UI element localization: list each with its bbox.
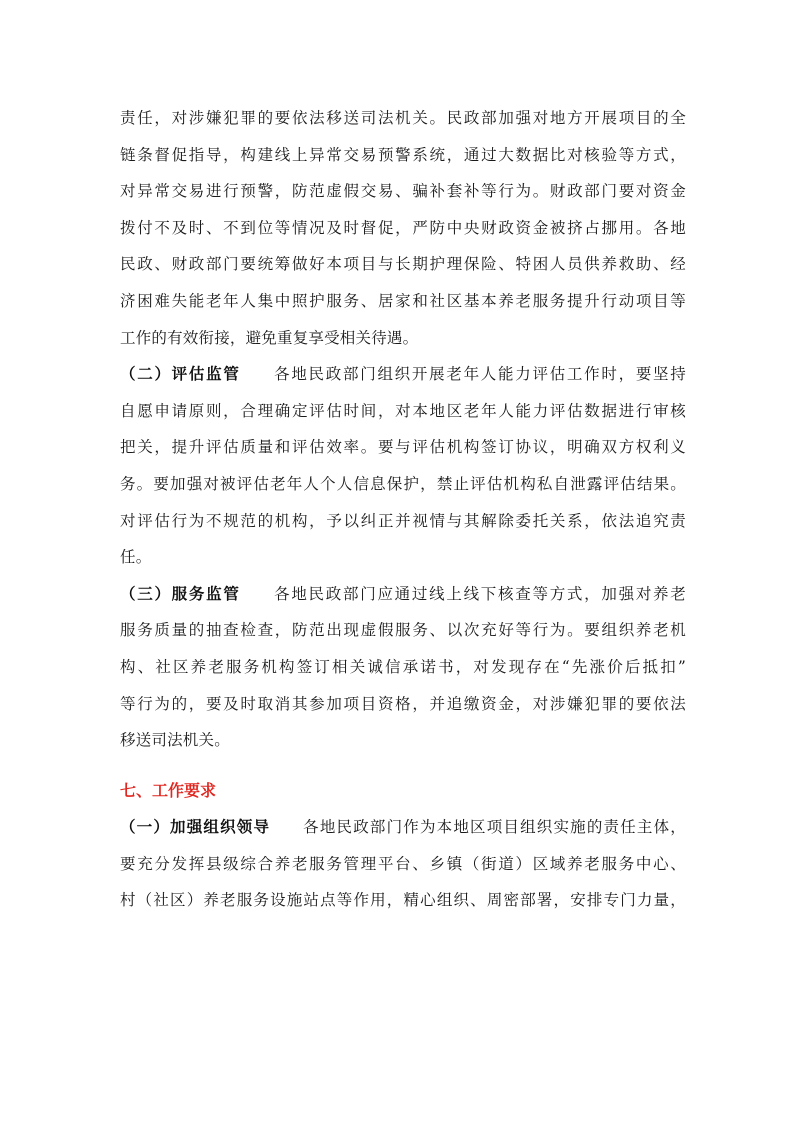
text-line: 移送司法机关。: [120, 731, 230, 750]
text-line: 济困难失能老年人集中照护服务、居家和社区基本养老服务提升行动项目等: [120, 291, 686, 310]
text-line: 村（社区）养老服务设施站点等作用，精心组织、周密部署，安排专门力量，: [120, 891, 686, 910]
text-line: 责任，对涉嫌犯罪的要依法移送司法机关。民政部加强对地方开展项目的全: [120, 109, 686, 127]
text-line: 务。要加强对被评估老年人个人信息保护，禁止评估机构私自泄露评估结果。: [120, 474, 686, 493]
service-supervision-paragraph: [120, 576, 686, 759]
text-line-start: 各地民政部门组织开展老年人能力评估工作时，要坚持: [272, 365, 686, 384]
text-line: 链条督促指导，构建线上异常交易预警系统，通过大数据比对核验等方式，: [120, 145, 686, 164]
organization-leadership-heading: （一）加强组织领导: [120, 817, 271, 837]
assessment-supervision-heading: （二）评估监管: [120, 364, 241, 384]
organization-leadership-paragraph: [120, 809, 686, 919]
document-body: [120, 100, 686, 919]
text-line: [120, 809, 686, 846]
text-line: 拨付不及时、不到位等情况及时督促，严防中央财政资金被挤占挪用。各地: [120, 218, 686, 237]
text-line-start: 各地民政部门应通过线上线下核查等方式，加强对养老: [272, 584, 686, 603]
text-line: 要充分发挥县级综合养老服务管理平台、乡镇（街道）区域养老服务中心、: [120, 854, 686, 873]
text-line: 对异常交易进行预警，防范虚假交易、骗补套补等行为。财政部门要对资金: [120, 182, 686, 201]
text-line: 对评估行为不规范的机构，予以纠正并视情与其解除委托关系，依法追究责: [120, 511, 686, 530]
text-line: 服务质量的抽查检查，防范出现虚假服务、以次充好等行为。要组织养老机: [120, 621, 686, 640]
text-line: [120, 576, 686, 613]
text-line: 任。: [120, 548, 152, 567]
text-line: 构、社区养老服务机构签订相关诚信承诺书，对发现存在“先涨价后抵扣”: [120, 657, 686, 676]
text-line: 自愿申请原则，合理确定评估时间，对本地区老年人能力评估数据进行审核: [120, 401, 686, 420]
section-seven-heading: 七、工作要求: [120, 780, 217, 800]
text-line: 工作的有效衔接，避免重复享受相关待遇。: [120, 328, 419, 347]
service-supervision-heading: （三）服务监管: [120, 583, 241, 603]
text-line: 把关，提升评估质量和评估效率。要与评估机构签订协议，明确双方权利义: [120, 438, 686, 457]
text-line: 等行为的，要及时取消其参加项目资格，并追缴资金，对涉嫌犯罪的要依法: [120, 694, 686, 713]
intro-paragraph: [120, 100, 686, 356]
text-line: [120, 356, 686, 393]
text-line: 民政、财政部门要统筹做好本项目与长期护理保险、特困人员供养救助、经: [120, 255, 686, 274]
assessment-supervision-paragraph: [120, 356, 686, 576]
text-line-start: 各地民政部门作为本地区项目组织实施的责任主体，: [302, 818, 686, 837]
